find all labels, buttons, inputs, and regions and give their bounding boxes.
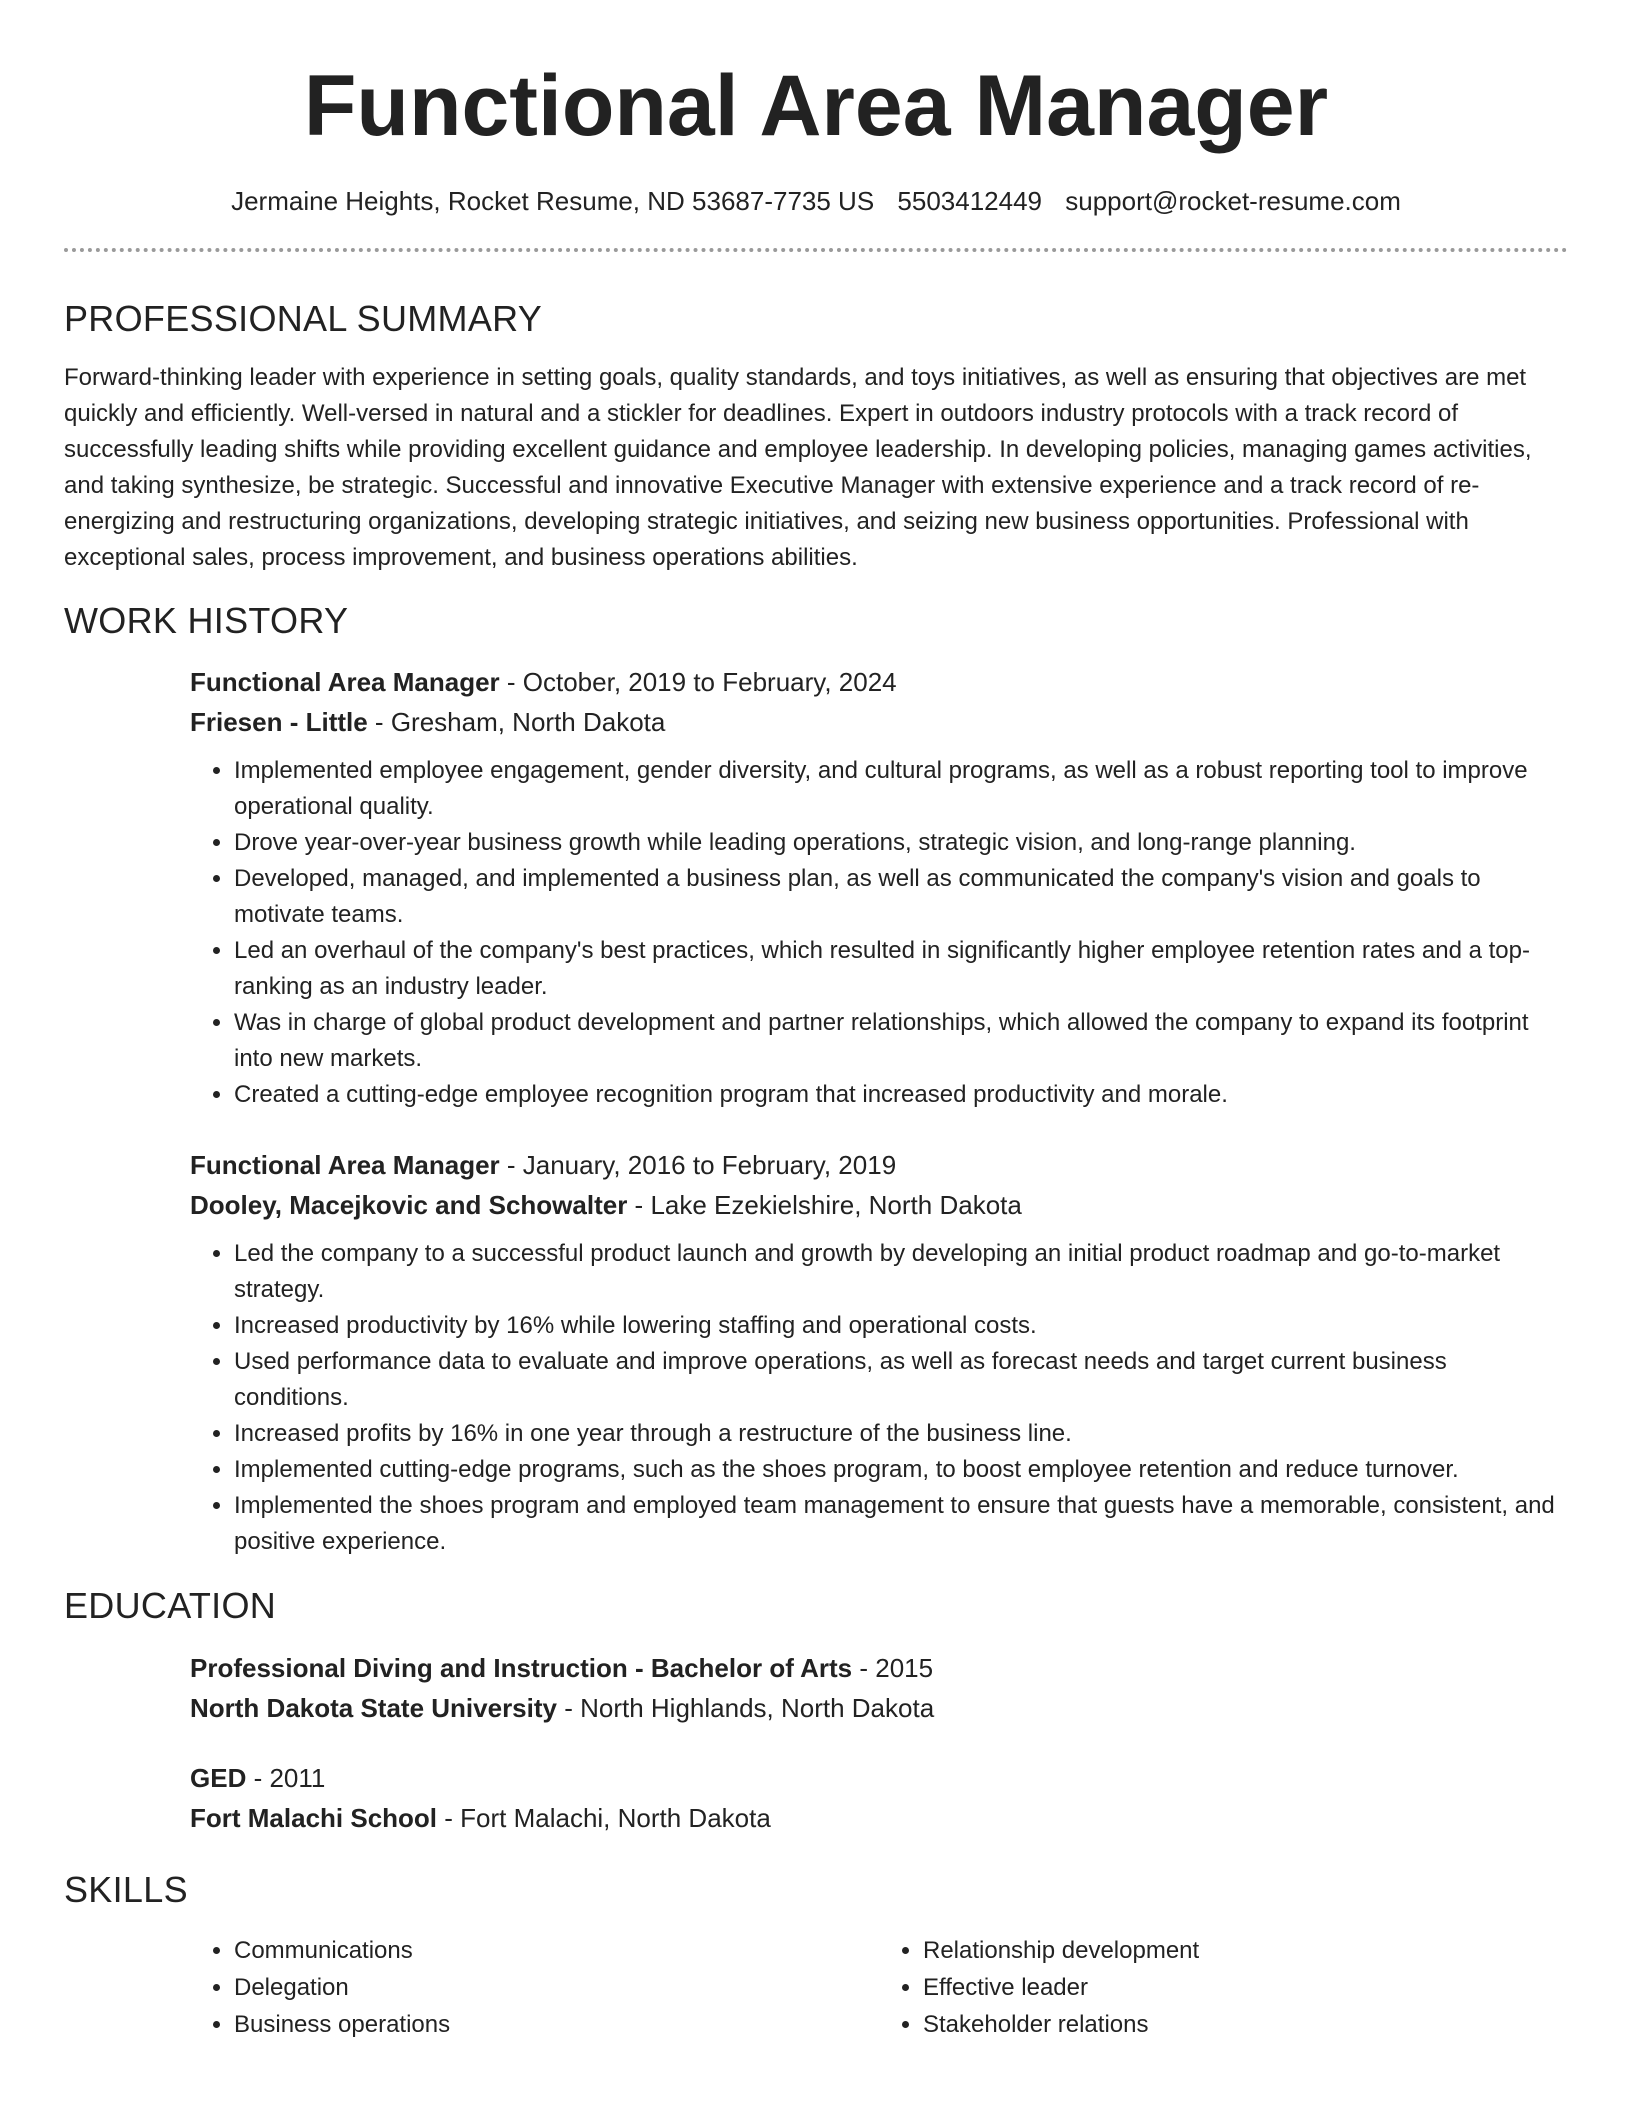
job-bullet: • Created a cutting-edge employee recognition program that increased productivity and morale. <box>234 1077 1568 1113</box>
education-degree-line: GED - 2011 <box>190 1763 326 1793</box>
contact-email: support@rocket-resume.com <box>1065 186 1401 216</box>
job-title-line: Functional Area Manager - January, 2016 to February, 2019 <box>190 1150 897 1180</box>
job-role: Functional Area Manager <box>190 667 500 697</box>
job-bullet: • Implemented cutting-edge programs, such as the shoes program, to boost employee retention and reduce turnover. <box>234 1452 1568 1488</box>
skill-item: • Business operations <box>234 2006 879 2043</box>
section-title-education: EDUCATION <box>64 1585 277 1626</box>
education-school-line: Fort Malachi School - Fort Malachi, North Dakota <box>190 1803 771 1833</box>
education-school: North Dakota State University <box>190 1693 557 1723</box>
job-role: Functional Area Manager <box>190 1150 500 1180</box>
job-bullet: • Increased profits by 16% in one year through a restructure of the business line. <box>234 1416 1568 1452</box>
summary-text: Forward-thinking leader with experience in setting goals, quality standards, and toys initiatives, as well as ensuring that objectives are met quickly and efficiently. Well-versed in natural and a stickler for deadlines. Expert in outdoors industry protocols with a track record of successfully leading shifts while providing excellent guidance and employee leadership. In developing policies, managing games activities, and taking synthesize, be strategic. Successful and innovative Executive Manager with extensive experience and a track record of re-energizing and restructuring organizations, developing strategic initiatives, and seizing new business opportunities. Professional with exceptional sales, process improvement, and business operations abilities. <box>64 364 1532 571</box>
job-bullet: • Used performance data to evaluate and improve operations, as well as forecast needs and target current business conditions. <box>234 1344 1568 1416</box>
job-dates: January, 2016 to February, 2019 <box>522 1150 897 1180</box>
education-school-line: North Dakota State University - North Highlands, North Dakota <box>190 1693 935 1723</box>
job-bullets <box>190 1236 1568 1560</box>
job-bullet: • Was in charge of global product development and partner relationships, which allowed the company to expand its footprint into new markets. <box>234 1005 1568 1077</box>
job-entry <box>190 662 1568 1113</box>
skills-column-right <box>879 1932 1568 2043</box>
job-company-line: Friesen - Little - Gresham, North Dakota <box>190 707 666 737</box>
skill-item: • Stakeholder relations <box>923 2006 1568 2043</box>
skill-item: • Relationship development <box>923 1932 1568 1969</box>
education-degree: GED <box>190 1763 247 1793</box>
job-bullet: • Implemented the shoes program and employed team management to ensure that guests have a memorable, consistent, and positive experience. <box>234 1488 1568 1560</box>
education-location: North Highlands, North Dakota <box>580 1693 935 1723</box>
job-dates: October, 2019 to February, 2024 <box>522 667 897 697</box>
job-bullet: • Led the company to a successful product launch and growth by developing an initial product roadmap and go-to-market strategy. <box>234 1236 1568 1308</box>
contact-line <box>64 184 1568 218</box>
job-title-line: Functional Area Manager - October, 2019 to February, 2024 <box>190 667 897 697</box>
education-entry <box>190 1758 1568 1838</box>
job-location: Gresham, North Dakota <box>390 707 666 737</box>
skill-item: • Effective leader <box>923 1969 1568 2006</box>
education-location: Fort Malachi, North Dakota <box>460 1803 771 1833</box>
section-title-skills: SKILLS <box>64 1869 188 1910</box>
education-degree-line: Professional Diving and Instruction - Bachelor of Arts - 2015 <box>190 1653 934 1683</box>
resume-name: Functional Area Manager <box>303 58 1329 154</box>
job-bullet: • Implemented employee engagement, gender diversity, and cultural programs, as well as a robust reporting tool to improve operational quality. <box>234 753 1568 825</box>
job-bullets <box>190 753 1568 1113</box>
job-company-line: Dooley, Macejkovic and Schowalter - Lake Ezekielshire, North Dakota <box>190 1190 1022 1220</box>
header-divider <box>64 248 1568 252</box>
contact-phone: 5503412449 <box>897 186 1043 216</box>
education-entry <box>190 1648 1568 1728</box>
job-company: Friesen - Little <box>190 707 368 737</box>
job-location: Lake Ezekielshire, North Dakota <box>650 1190 1022 1220</box>
education-year: 2011 <box>269 1763 326 1793</box>
skill-item: • Delegation <box>234 1969 879 2006</box>
education-school: Fort Malachi School <box>190 1803 438 1833</box>
job-bullet: • Led an overhaul of the company's best practices, which resulted in significantly higher employee retention rates and a top-ranking as an industry leader. <box>234 933 1568 1005</box>
contact-address: Jermaine Heights, Rocket Resume, ND 53687-7735 US <box>231 186 875 216</box>
section-title-work-history: WORK HISTORY <box>64 600 349 641</box>
job-bullet: • Increased productivity by 16% while lowering staffing and operational costs. <box>234 1308 1568 1344</box>
job-entry <box>190 1145 1568 1560</box>
skills-column-left <box>190 1932 879 2043</box>
job-bullet: • Developed, managed, and implemented a business plan, as well as communicated the company's vision and goals to motivate teams. <box>234 861 1568 933</box>
education-degree: Professional Diving and Instruction - Bachelor of Arts <box>190 1653 853 1683</box>
section-title-summary: PROFESSIONAL SUMMARY <box>64 298 543 339</box>
education-year: 2015 <box>875 1653 934 1683</box>
skills-list <box>190 1932 1568 2043</box>
skill-item: • Communications <box>234 1932 879 1969</box>
job-bullet: • Drove year-over-year business growth while leading operations, strategic vision, and long-range planning. <box>234 825 1568 861</box>
job-company: Dooley, Macejkovic and Schowalter <box>190 1190 628 1220</box>
